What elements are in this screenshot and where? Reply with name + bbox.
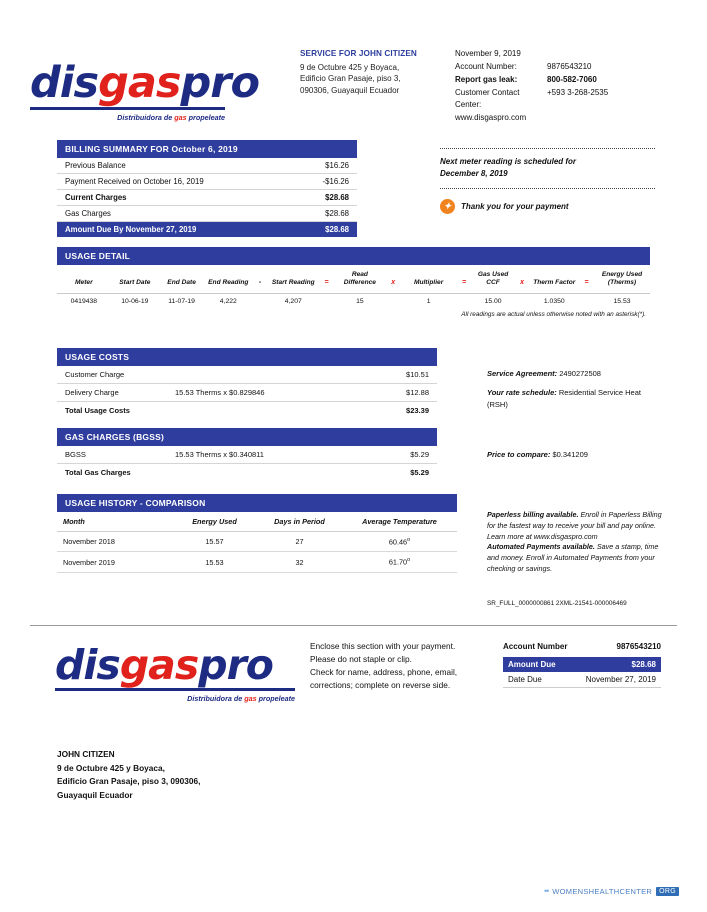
col-energy-used: Energy Used (Therms) (594, 265, 650, 294)
usage-costs-table (57, 366, 437, 419)
cell-start-date: 10-06-19 (121, 298, 149, 306)
cell-therm-factor: 1.0350 (543, 298, 565, 306)
table-header-row (57, 512, 457, 532)
billing-summary-table (57, 158, 357, 237)
thank-you-text: Thank you for your payment (461, 202, 569, 211)
usage-detail-section (57, 247, 650, 318)
usage-history-section (57, 494, 457, 573)
account-meta-block (455, 48, 677, 125)
stub-addr-line2: Edificio Gran Pasaje, piso 3, 090306, (57, 776, 201, 787)
col-energy-used: Energy Used (172, 512, 257, 532)
cell-op-4 (457, 294, 472, 310)
col-read-difference: Read Difference (334, 265, 386, 294)
history-month: November 2018 (57, 532, 172, 552)
rate-schedule-value: Residential Service Heat (RSH) (487, 388, 641, 409)
service-address-block (300, 48, 455, 125)
watermark-org-badge: ORG (656, 887, 679, 896)
stub-payment-box (503, 640, 661, 688)
tagline-red: gas (174, 113, 187, 122)
billing-summary-title: BILLING SUMMARY FOR October 6, 2019 (57, 140, 357, 158)
service-address-line3: 090306, Guayaquil Ecuador (300, 86, 400, 96)
service-for-label: SERVICE FOR JOHN CITIZEN (300, 49, 417, 58)
cell-read-difference: 15 (356, 298, 364, 306)
usage-history-title: USAGE HISTORY - COMPARISON (57, 494, 457, 512)
promo-automated-title: Automated Payments available. (487, 542, 595, 552)
footer-watermark (544, 886, 679, 896)
amount-due-label: Amount Due By November 27, 2019 (57, 222, 277, 238)
stub-instruction-line1: Enclose this section with your payment. (310, 641, 456, 651)
stub-tagline-red: gas (244, 694, 257, 703)
tear-off-divider (30, 625, 677, 626)
gas-charge-total-amount: $5.29 (410, 468, 429, 477)
table-row (57, 366, 437, 384)
stub-logo-tagline (55, 694, 295, 703)
usage-cost-total-label: Total Usage Costs (65, 406, 130, 415)
stub-amount-due-row (503, 657, 661, 672)
usage-cost-label: Customer Charge (57, 366, 167, 384)
gas-charges-section (57, 428, 437, 481)
promo-automated (487, 542, 667, 574)
table-header-row (57, 265, 650, 294)
stub-account-label: Account Number (503, 642, 568, 651)
table-row (57, 552, 457, 572)
stub-amount-due-label: Amount Due (508, 660, 556, 669)
billing-row-label: Current Charges (57, 190, 277, 206)
col-op-equals-1: = (319, 265, 334, 294)
history-temp: 60.46 (388, 537, 408, 547)
stub-instruction-line3: Check for name, address, phone, email, (310, 666, 458, 677)
stub-logo-text-dis: dis (55, 641, 120, 689)
gas-charge-amount: $5.29 (367, 446, 437, 464)
history-days: 32 (257, 552, 342, 572)
promo-paperless (487, 510, 667, 542)
amount-due-row (57, 222, 357, 238)
col-multiplier: Multiplier (401, 265, 457, 294)
stub-addr-line3: Guayaquil Ecuador (57, 790, 133, 801)
degree-symbol: o (407, 537, 411, 543)
stub-date-due-row (503, 672, 661, 688)
table-row (57, 190, 357, 206)
history-days: 27 (257, 532, 342, 552)
cell-start-reading: 4,207 (284, 298, 302, 306)
watermark-text: WOMENSHEALTHCENTER (552, 886, 653, 896)
usage-history-table (57, 512, 457, 573)
service-agreement-label: Service Agreement: (487, 369, 558, 378)
usage-costs-section (57, 348, 437, 419)
billing-row-amount: $16.26 (277, 158, 357, 174)
billing-row-amount: $28.68 (277, 190, 357, 206)
billing-row-amount: $28.68 (277, 206, 357, 222)
service-address-line2: Edificio Gran Pasaje, piso 3, (300, 74, 401, 84)
promo-paperless-title: Paperless billing available. (487, 510, 579, 519)
stub-tagline-post: propeleate (256, 694, 295, 703)
table-row (57, 294, 650, 310)
notice-panel (440, 148, 655, 214)
logo-text-dis: dis (30, 58, 99, 108)
cell-op-5 (515, 294, 530, 310)
col-meter: Meter (57, 265, 111, 294)
next-reading-line2: December 8, 2019 (440, 169, 508, 178)
history-month: November 2019 (57, 552, 172, 572)
reference-code: SR_FULL_0000000861 2XML-21541-000006469 (487, 600, 627, 607)
cell-end-reading: 4,222 (219, 298, 237, 306)
service-address-line1: 9 de Octubre 425 y Boyaca, (300, 62, 400, 72)
usage-cost-amount: $10.51 (367, 366, 437, 384)
rate-schedule-label: Your rate schedule: (487, 388, 557, 397)
next-reading-line1: Next meter reading is scheduled for (440, 157, 577, 166)
col-month: Month (57, 512, 172, 532)
company-logo (30, 48, 300, 125)
next-meter-reading-note (440, 148, 655, 189)
cell-op-2 (319, 294, 334, 310)
usage-cost-detail (167, 366, 367, 384)
table-row (57, 206, 357, 222)
cell-end-date: 11-07-19 (168, 298, 195, 306)
usage-cost-total-amount: $23.39 (406, 406, 429, 415)
col-end-reading: End Reading (204, 265, 252, 294)
tagline-post: propeleate (186, 113, 225, 122)
gas-charge-total-detail (167, 464, 367, 482)
stub-account-row (503, 640, 661, 657)
usage-detail-table (57, 265, 650, 309)
table-row (57, 532, 457, 552)
account-number-label: Account Number: (455, 62, 517, 71)
stub-amount-due-value: $28.68 (631, 660, 656, 669)
account-number-value: 9876543210 (547, 62, 592, 71)
col-op-times-2: x (515, 265, 530, 294)
table-row (57, 158, 357, 174)
col-op-equals-2: = (457, 265, 472, 294)
tagline-pre: Distribuidora de (117, 113, 175, 122)
logo-text-gas: gas (98, 58, 181, 108)
stub-mailing-address (57, 748, 200, 803)
history-temp: 61.70 (388, 557, 408, 567)
cell-op-6 (579, 294, 594, 310)
usage-detail-title: USAGE DETAIL (57, 247, 650, 265)
billing-row-amount: -$16.26 (277, 174, 357, 190)
gas-charges-title: GAS CHARGES (BGSS) (57, 428, 437, 446)
stub-logo-text-pro: pro (198, 641, 273, 689)
contact-center-label: Customer Contact Center: (455, 88, 520, 109)
service-agreement-block (487, 368, 662, 411)
cell-energy-used: 15.53 (613, 298, 631, 306)
table-row (57, 446, 437, 464)
col-days-in-period: Days in Period (257, 512, 342, 532)
star-icon: ✦ (440, 199, 455, 214)
gas-charge-total-row (57, 464, 437, 482)
usage-cost-detail: 15.53 Therms x $0.829846 (167, 384, 367, 402)
usage-cost-label: Delivery Charge (57, 384, 167, 402)
amount-due-amount: $28.68 (277, 222, 357, 238)
gas-charge-label: BGSS (57, 446, 167, 464)
gas-charge-total-label: Total Gas Charges (65, 468, 131, 477)
col-op-equals-3: = (579, 265, 594, 294)
usage-costs-title: USAGE COSTS (57, 348, 437, 366)
stub-logo-text-gas: gas (119, 641, 199, 689)
col-op-times-1: x (386, 265, 401, 294)
price-to-compare-value: $0.341209 (552, 450, 588, 459)
billing-summary-section (57, 140, 357, 237)
col-gas-used-ccf: Gas Used CCF (472, 265, 515, 294)
promo-block (487, 510, 667, 575)
cell-gas-used-ccf: 15.00 (484, 298, 502, 306)
col-start-date: Start Date (111, 265, 159, 294)
table-row (57, 174, 357, 190)
stub-addr-line1: 9 de Octubre 425 y Boyaca, (57, 762, 165, 773)
billing-row-label: Payment Received on October 16, 2019 (57, 174, 277, 190)
billing-row-label: Previous Balance (57, 158, 277, 174)
service-agreement-value: 2490272508 (559, 369, 601, 378)
usage-cost-total-detail (167, 402, 367, 420)
company-website: www.disgaspro.com (455, 113, 527, 122)
watermark-dots-icon: •• (543, 886, 549, 896)
degree-symbol: o (407, 557, 411, 564)
promo-paperless-text: Enroll in Paperless Billing for the fastest way to receive your bill and pay online. Learn more at www.disgaspro.com (487, 510, 662, 541)
stub-instruction-line4: corrections; complete on reverse side. (310, 679, 451, 690)
promo-automated-text: Save a stamp, time and money. Enroll in Automated Payments from your checking or savings. (487, 542, 659, 573)
history-temp-cell (342, 552, 457, 572)
stub-account-value: 9876543210 (616, 642, 661, 651)
cell-multiplier: 1 (426, 298, 431, 306)
gas-leak-value: 800-582-7060 (547, 75, 597, 84)
logo-tagline (30, 113, 225, 122)
logo-text-pro: pro (180, 58, 260, 108)
gas-leak-label: Report gas leak: (455, 75, 518, 84)
thank-you-note (440, 199, 655, 214)
stub-date-due-value: November 27, 2019 (585, 675, 656, 684)
col-op-minus: - (252, 265, 267, 294)
cell-op-1 (252, 294, 267, 310)
stub-date-due-label: Date Due (508, 675, 542, 684)
price-to-compare-label: Price to compare: (487, 450, 551, 459)
stub-customer-name: JOHN CITIZEN (57, 749, 115, 759)
usage-detail-footnote: All readings are actual unless otherwise noted with an asterisk(*). (461, 311, 646, 319)
history-energy: 15.57 (172, 532, 257, 552)
bill-date: November 9, 2019 (455, 49, 521, 58)
stub-instructions (310, 640, 495, 691)
history-energy: 15.53 (172, 552, 257, 572)
table-row (57, 384, 437, 402)
col-therm-factor: Therm Factor (530, 265, 579, 294)
usage-cost-amount: $12.88 (367, 384, 437, 402)
price-to-compare-block (487, 450, 667, 459)
contact-center-value: +593 3-268-2535 (547, 88, 609, 97)
col-end-date: End Date (159, 265, 204, 294)
history-temp-cell (342, 532, 457, 552)
bill-header (0, 48, 707, 125)
col-average-temperature: Average Temperature (342, 512, 457, 532)
gas-charge-detail: 15.53 Therms x $0.340811 (167, 446, 367, 464)
cell-meter: 0419438 (70, 298, 98, 306)
cell-op-3 (386, 294, 401, 310)
col-start-reading: Start Reading (268, 265, 320, 294)
stub-tagline-pre: Distribuidora de (187, 694, 245, 703)
stub-logo (55, 641, 320, 703)
stub-instruction-line2: Please do not staple or clip. (310, 653, 412, 664)
gas-charges-table (57, 446, 437, 481)
billing-row-label: Gas Charges (57, 206, 277, 222)
usage-cost-total-row (57, 402, 437, 420)
